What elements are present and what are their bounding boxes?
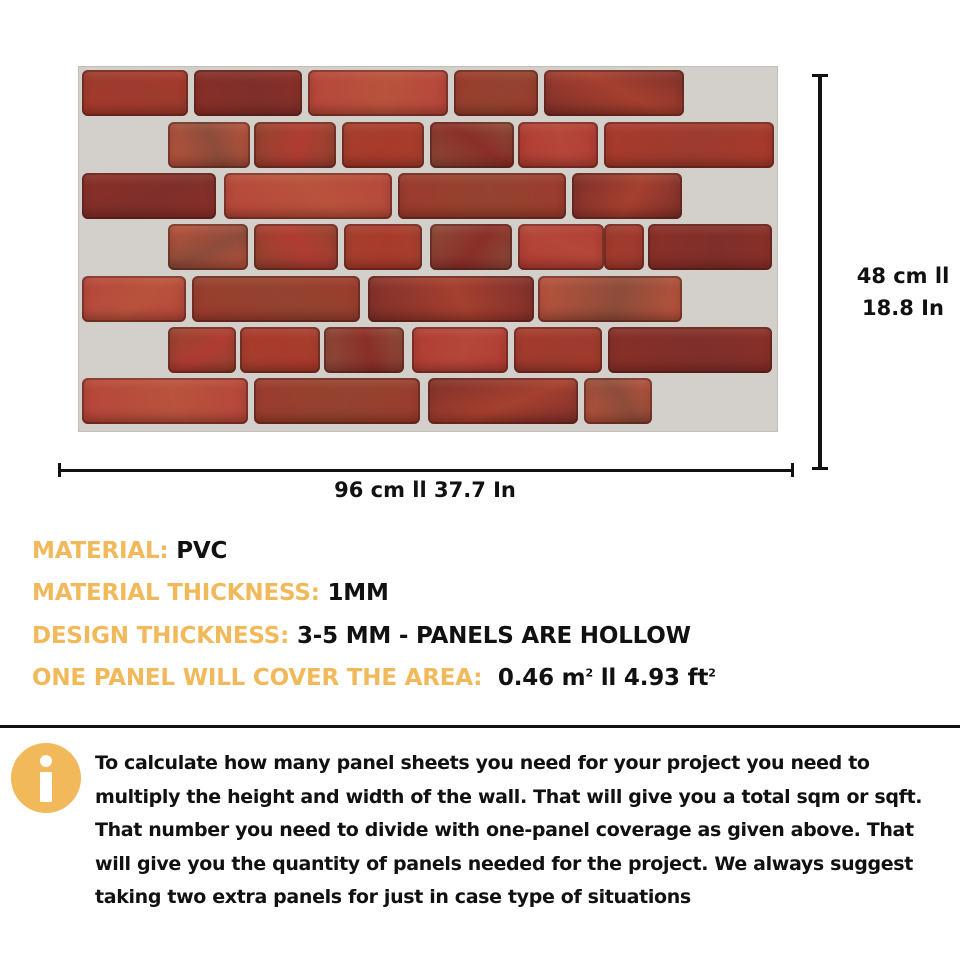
spec-material-key: MATERIAL:: [32, 538, 169, 564]
height-dimension-cap-top: [812, 74, 828, 77]
brick-panel-image: [78, 66, 778, 432]
info-icon-dot: [40, 755, 52, 767]
info-paragraph: To calculate how many panel sheets you need for your project you need to multiply the height and width of the wall. That will give you a total sqm or sqft. That number you need to divide with one-panel coverage as given above. That will give you the quantity of panels needed for the project. We always suggest taking two extra panels for just in case type of situations: [95, 752, 923, 909]
spec-coverage-area: [32, 665, 716, 691]
brick: [368, 276, 534, 322]
spec-material-thickness: [32, 580, 389, 606]
brick: [82, 173, 216, 219]
area-metric: 0.46 m: [497, 665, 586, 691]
brick: [168, 122, 250, 168]
brick: [82, 70, 188, 116]
brick: [428, 378, 578, 424]
brick: [224, 173, 392, 219]
brick: [518, 122, 598, 168]
section-divider: [0, 725, 960, 728]
width-dimension-cap-left: [58, 463, 61, 477]
brick: [308, 70, 448, 116]
width-dimension-label: 96 cm ll 37.7 In: [334, 478, 516, 502]
height-dimension-line: [818, 75, 822, 469]
spec-material: [32, 538, 227, 564]
spec-material-value: PVC: [176, 538, 228, 564]
brick: [194, 70, 302, 116]
spec-area-value: [490, 665, 716, 691]
spec-thickness-key: MATERIAL THICKNESS:: [32, 580, 320, 606]
brick: [604, 224, 644, 270]
brick: [584, 378, 652, 424]
brick: [430, 122, 514, 168]
spec-design-thickness: [32, 623, 691, 649]
spec-thickness-value: 1MM: [327, 580, 389, 606]
area-metric-superscript: 2: [585, 666, 593, 680]
brick: [604, 122, 774, 168]
brick: [572, 173, 682, 219]
brick: [454, 70, 538, 116]
brick: [518, 224, 604, 270]
brick: [82, 378, 248, 424]
brick: [254, 378, 420, 424]
brick: [514, 327, 602, 373]
width-dimension-line: [58, 469, 794, 472]
info-icon-bar: [40, 772, 52, 802]
height-metric: 48 cm ll: [856, 264, 950, 288]
brick: [168, 224, 248, 270]
spec-design-key: DESIGN THICKNESS:: [32, 623, 290, 649]
brick: [82, 276, 186, 322]
area-imperial: ll 4.93 ft: [592, 665, 709, 691]
height-imperial: 18.8 In: [862, 296, 944, 320]
brick: [430, 224, 512, 270]
brick: [342, 122, 424, 168]
brick: [538, 276, 682, 322]
width-dimension-cap-right: [791, 463, 794, 477]
spec-area-key: ONE PANEL WILL COVER THE AREA:: [32, 665, 483, 691]
brick: [254, 122, 336, 168]
brick: [398, 173, 566, 219]
brick: [544, 70, 684, 116]
brick: [608, 327, 772, 373]
height-dimension-cap-bottom: [812, 467, 828, 470]
brick: [254, 224, 338, 270]
brick: [412, 327, 508, 373]
spec-design-value: 3-5 MM - PANELS ARE HOLLOW: [296, 623, 691, 649]
brick: [192, 276, 360, 322]
brick: [240, 327, 320, 373]
area-imperial-superscript: 2: [708, 666, 716, 680]
brick: [324, 327, 404, 373]
brick: [344, 224, 422, 270]
brick: [168, 327, 236, 373]
height-dimension-label: [846, 260, 960, 324]
brick: [648, 224, 772, 270]
info-icon: [11, 743, 81, 813]
